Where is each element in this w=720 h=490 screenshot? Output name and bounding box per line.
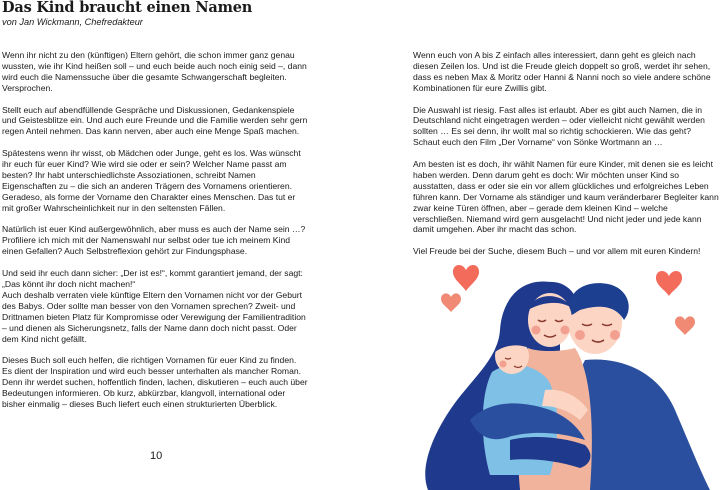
paragraph: Viel Freude bei der Suche, diesem Buch – und vor allem mit euren Kindern! [413, 246, 701, 257]
left-text-column [2, 50, 308, 421]
heart-icon [441, 293, 461, 312]
paragraph: Wenn ihr nicht zu den (künftigen) Eltern gehört, die schon immer ganz genau wussten, wie ihr Kind heißen soll – und euch beide auch noch einig seid –, dann wird euch die Namenssuche über die gesamte Schwangerschaft begleiten. Versprochen. [2, 50, 307, 93]
right-text-column [413, 50, 719, 268]
paragraph: Dieses Buch soll euch helfen, die richtigen Vornamen für euer Kind zu finden. Es dient der Inspiration und wird euch besser unterhalten als mancher Roman. Denn ihr werdet suchen, hoffentlich finden, lachen, diskutieren – euch auch über Bedeutungen informieren. Ob kurz, abkürzbar, klangvoll, international oder bisher einmalig – dieses Buch liefert euch einen strukturierten Überblick. [2, 355, 308, 409]
byline: von Jan Wickmann, Chefredakteur [2, 17, 143, 27]
heart-icon [675, 316, 695, 335]
page-number: 10 [150, 450, 163, 462]
heart-icon [656, 271, 682, 296]
article-title: Das Kind braucht einen Namen [2, 0, 253, 16]
paragraph: Natürlich ist euer Kind außergewöhnlich, aber muss es auch der Name sein …? Profiliere ich mich mit der Namenswahl nur selbst oder tue ich meinem Kind einen Gefallen? Auch Selbstreflexion gehört zur Findungsphase. [2, 224, 306, 257]
paragraph: Wenn euch von A bis Z einfach alles interessiert, dann geht es gleich nach diesen Zeilen los. Und ist die Freude gleich doppelt so groß, werdet ihr sehen, dass es neben Max & Moritz oder Hanni & Nanni noch so viele andere schöne Kombinationen für eure Zwillis gibt. [413, 50, 711, 93]
heart-icon [453, 265, 479, 291]
paragraph: Und seid ihr euch dann sicher: „Der ist es!“, kommt garantiert jemand, der sagt: „Das könnt ihr doch nicht machen!“ Auch deshalb verraten viele künftige Eltern den Vornamen nicht vor der Geburt des Babys. Oder sollte man besser von den Vornamen sprechen? Zweit- und Drittnamen bieten Platz für Kompromisse oder Verewigung der Familientradition – und dienen als Sicherungsnetz, falls der Name dann doch nicht passt. Oder dem Kind nicht gefällt. [2, 268, 306, 344]
paragraph: Stellt euch auf abendfüllende Gespräche und Diskussionen, Gedankenspiele und Geistesblitze ein. Und auch eure Freunde und die Familie werden sehr gern regen Anteil nehmen. Das kann nerven, aber auch eine Menge Spaß machen. [2, 104, 308, 137]
paragraph: Die Auswahl ist riesig. Fast alles ist erlaubt. Aber es gibt auch Namen, die in Deutschland nicht eingetragen werden – oder vielleicht nicht gewählt werden sollten … Es sei denn, ihr wollt mal so richtig schockieren. Wie das geht? Schaut euch den Film „Der Vorname“ von Sönke Wortmann an … [413, 104, 705, 148]
paragraph: Am besten ist es doch, ihr wählt Namen für eure Kinder, mit denen sie es leicht haben werden. Denn darum geht es doch: Wir möchten unser Kind so ausstatten, dass er oder sie ein vor allem glückliches und erfolgreiches Leben führen kann. Der Vorname als ständiger und kaum veränderbarer Begleiter kann zwar keine Türen öffnen, aber – gerade dem kleinen Kind – welche verschließen. Niemand wird gern ausgelacht! Und nicht jeder und jede kann damit umgehen. Aber ihr macht das schon. [413, 159, 719, 235]
family-hug-illustration [410, 260, 720, 490]
paragraph: Spätestens wenn ihr wisst, ob Mädchen oder Junge, geht es los. Was wünscht ihr euch für euer Kind? Wie wird sie oder er sein? Welcher Name passt am besten? Ihr habt unterschiedlichste Assoziationen, schreibt Namen Eigenschaften zu – die sich an anderen Trägern des Vornamens orientieren. Geradeso, als forme der Vorname den Charakter eines Menschen. Das tut er mit großer Wahrscheinlichkeit nur in den seltensten Fällen. [2, 148, 301, 213]
